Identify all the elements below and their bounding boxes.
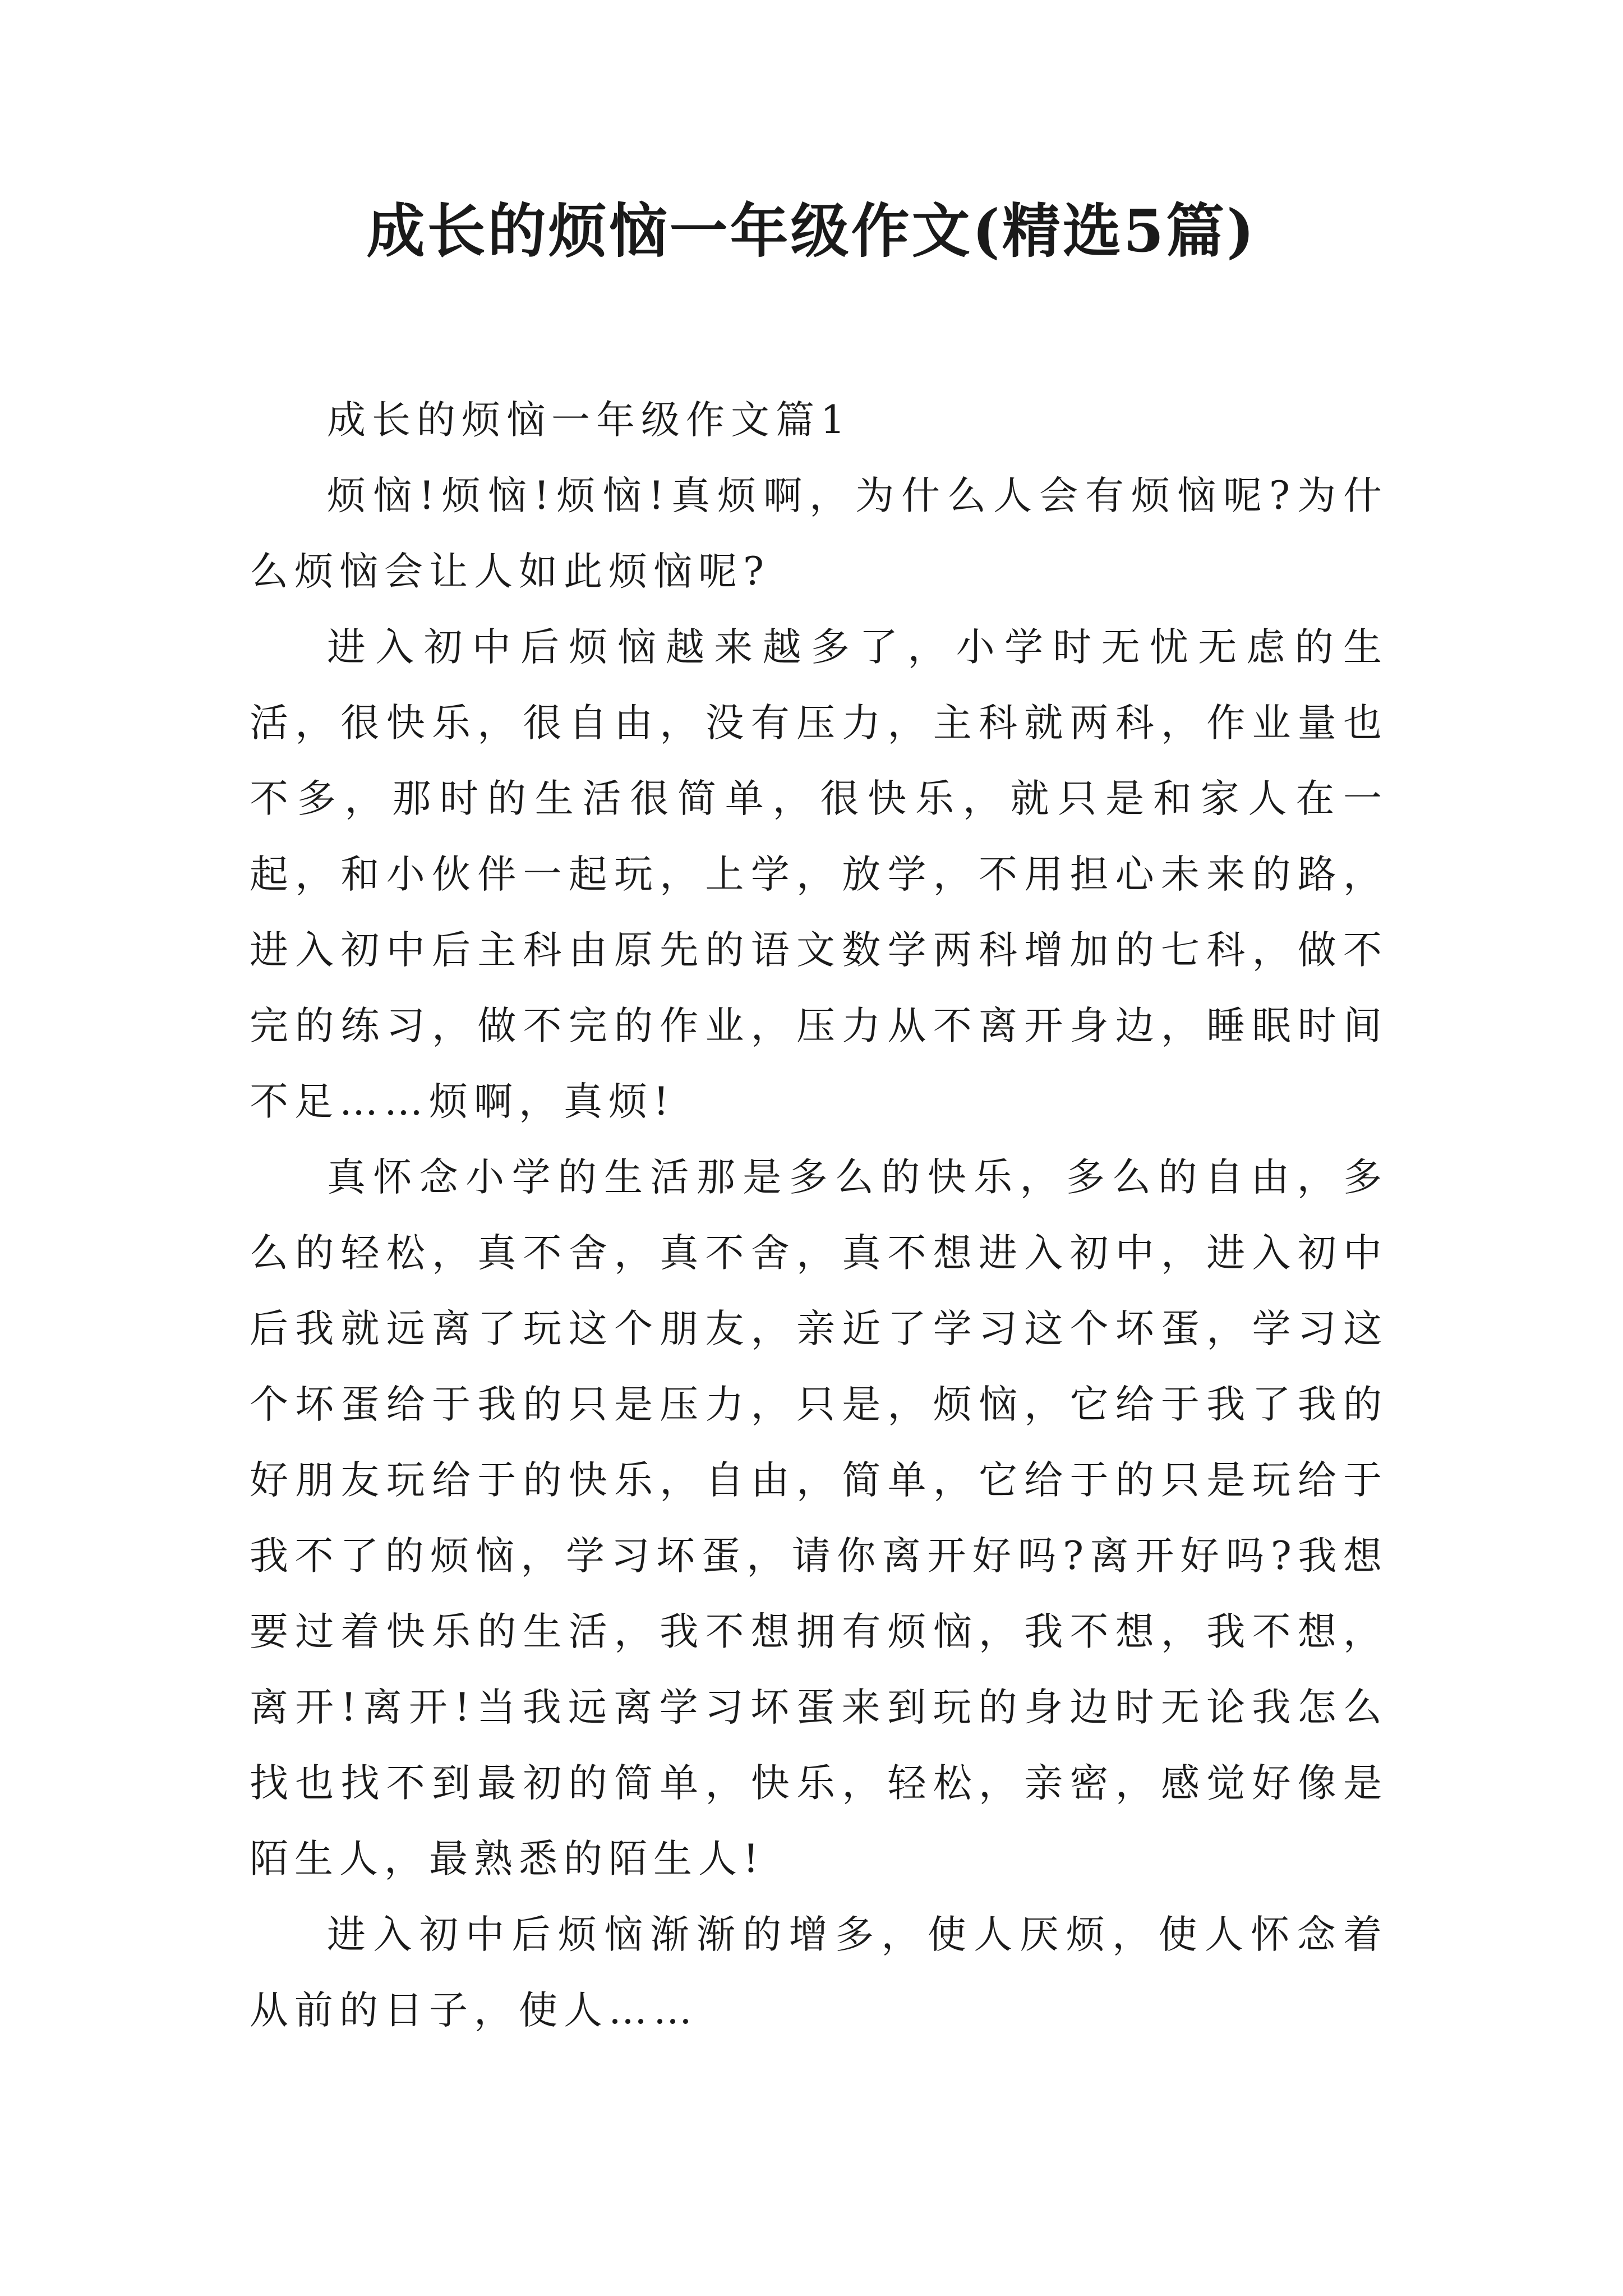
paragraph: 进入初中后烦恼渐渐的增多，使人厌烦，使人怀念着从前的日子，使人……	[250, 1912, 1388, 2033]
paragraph: 进入初中后烦恼越来越多了，小学时无忧无虑的生活，很快乐，很自由，没有压力，主科就两科，作业量也不多，那时的生活很简单，很快乐，就只是和家人在一起，和小伙伴一起玩，上学，放学，不用担心未来的路，进入初中后主科由原先的语文数学两科增加的七科，做不完的练习，做不完的作业，压力从不离开身边，睡眠时间不足……烦啊，真烦!	[250, 625, 1388, 1124]
paragraph: 真怀念小学的生活那是多么的快乐，多么的自由，多么的轻松，真不舍，真不舍，真不想进入初中，进入初中后我就远离了玩这个朋友，亲近了学习这个坏蛋，学习这个坏蛋给于我的只是压力，只是，烦恼，它给于我了我的好朋友玩给于的快乐，自由，简单，它给于的只是玩给于我不了的烦恼，学习坏蛋，请你离开好吗?离开好吗?我想要过着快乐的生活，我不想拥有烦恼，我不想，我不想，离开!离开!当我远离学习坏蛋来到玩的身边时无论我怎么找也找不到最初的简单，快乐，轻松，亲密，感觉好像是陌生人，最熟悉的陌生人!	[250, 1155, 1388, 1881]
document-title: 成长的烦恼一年级作文(精选5篇)	[366, 196, 1257, 265]
paragraph: 烦恼!烦恼!烦恼!真烦啊，为什么人会有烦恼呢?为什么烦恼会让人如此烦恼呢?	[250, 473, 1388, 594]
section-heading: 成长的烦恼一年级作文篇1	[327, 398, 851, 443]
document-body	[250, 383, 1388, 2049]
